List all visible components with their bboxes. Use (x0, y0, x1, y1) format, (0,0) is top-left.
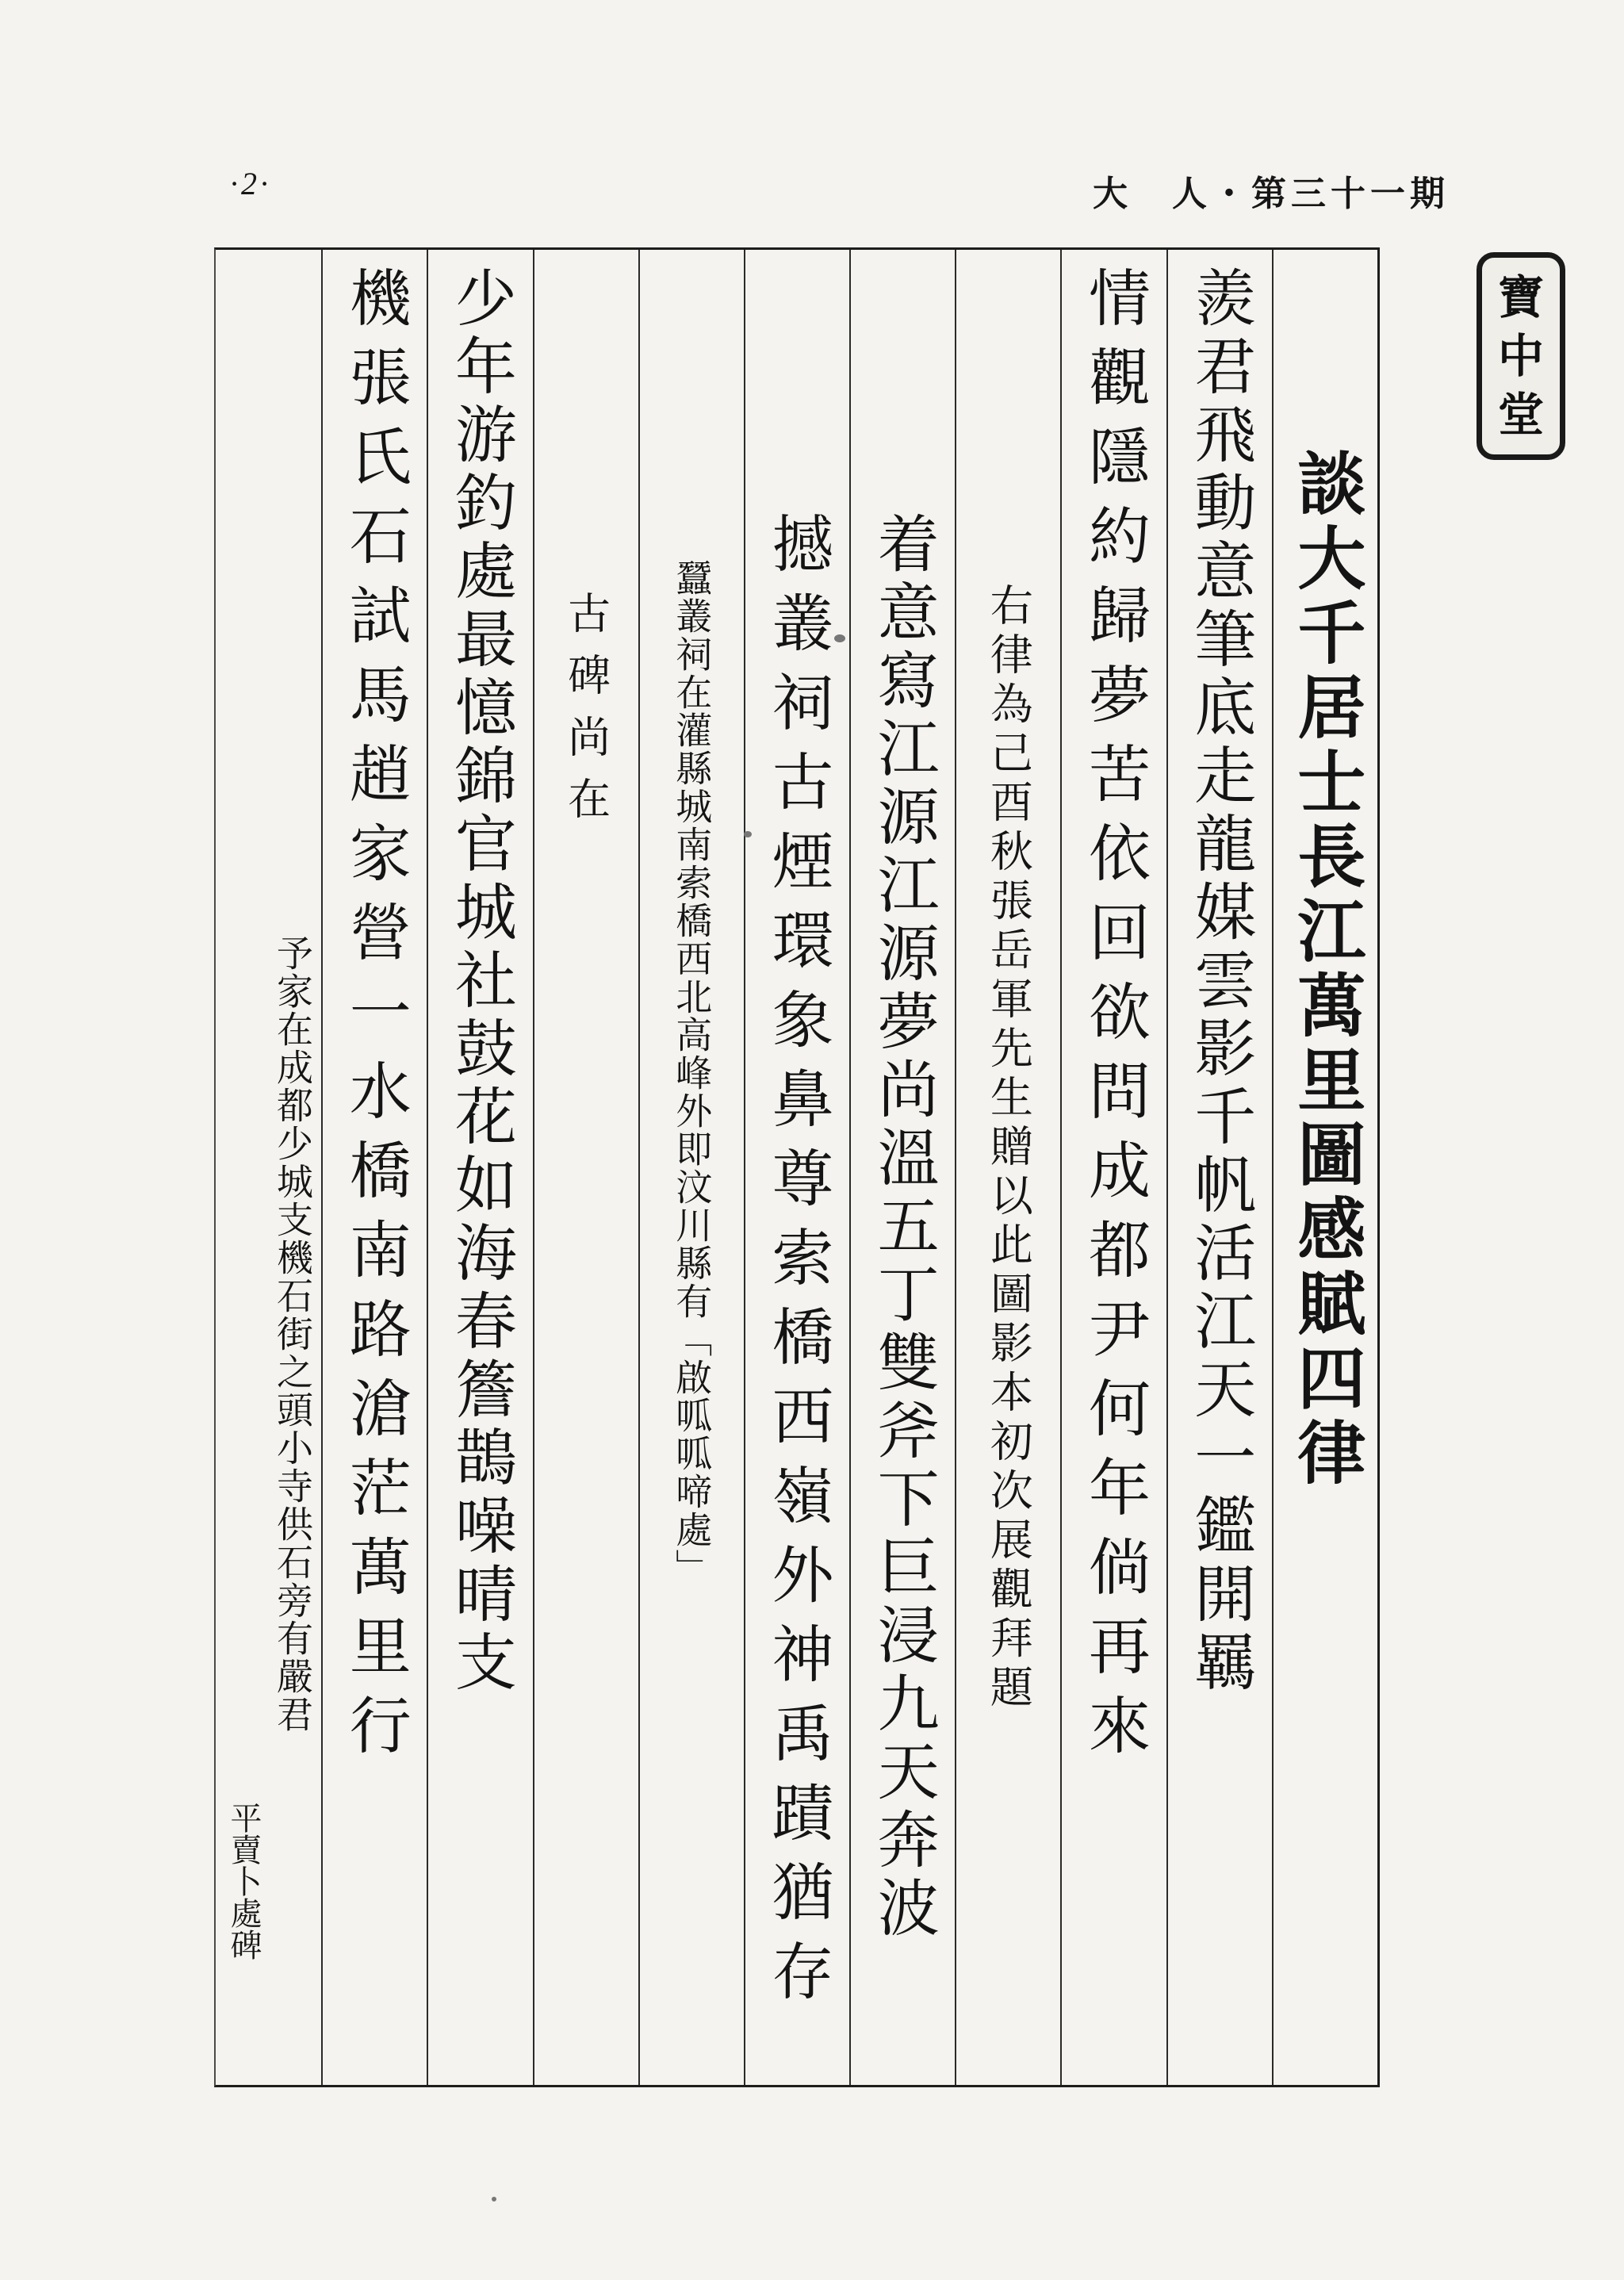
footnote: 予家在成都少城支機石街之頭小寺供石旁有嚴君 (271, 934, 315, 1734)
seal-stamp (1477, 252, 1565, 460)
manuscript-grid (214, 247, 1380, 2087)
page-number: ·2· (230, 166, 271, 201)
author-note: 右律為己酉秋張岳軍先生贈以此圖影本初次展觀拜題 (983, 583, 1034, 1714)
footnote-tail: 平賣卜處碑 (225, 1802, 262, 1960)
ink-speck (492, 2197, 496, 2201)
column-note2 (533, 250, 638, 2085)
ink-speck (834, 634, 845, 642)
column-footnote (216, 250, 321, 2085)
poem-line: 撼叢祠古煙環象鼻尊索橋西嶺外神禹蹟猶存 (761, 512, 833, 2018)
seal-glyph-3: 堂 (1497, 388, 1544, 442)
ink-speck (744, 831, 752, 837)
seal-glyph-2: 中 (1497, 329, 1544, 383)
column-poem2a (849, 250, 955, 2085)
column-annotation (638, 250, 744, 2085)
column-poem3a (427, 250, 532, 2085)
author-note: 古碑尚在 (561, 591, 611, 838)
poem-line: 情觀隱約歸夢苦依回欲問成都尹何年倘再來 (1078, 266, 1151, 1772)
annotation-note: 蠶叢祠在灌縣城南索橋西北高峰外即汶川縣有「啟呱呱啼處」 (670, 559, 714, 1587)
poem-title: 談大千居士長江萬里圖感賦四律 (1285, 448, 1366, 1492)
publication-header: 大 人・第三十一期 (1093, 174, 1450, 214)
column-poem1a (1166, 250, 1272, 2085)
poem-line: 着意寫江源江源夢尚溫五丁雙斧下巨浸九天奔波 (867, 512, 939, 1944)
poem-line: 少年游釣處最憶錦官城社鼓花如海春簷鵲噪晴支 (444, 266, 516, 1698)
column-title (1272, 250, 1377, 2085)
seal-glyph-1: 寶 (1497, 270, 1544, 324)
column-poem3b (321, 250, 427, 2085)
column-note1 (955, 250, 1060, 2085)
column-poem1b (1060, 250, 1166, 2085)
poem-line: 羨君飛動意筆底走龍媒雲影千帆活江天一鑑開羈 (1184, 266, 1256, 1698)
poem-line: 機張氏石試馬趙家營一水橋南路滄茫萬里行 (339, 266, 411, 1772)
column-poem2b (744, 250, 849, 2085)
